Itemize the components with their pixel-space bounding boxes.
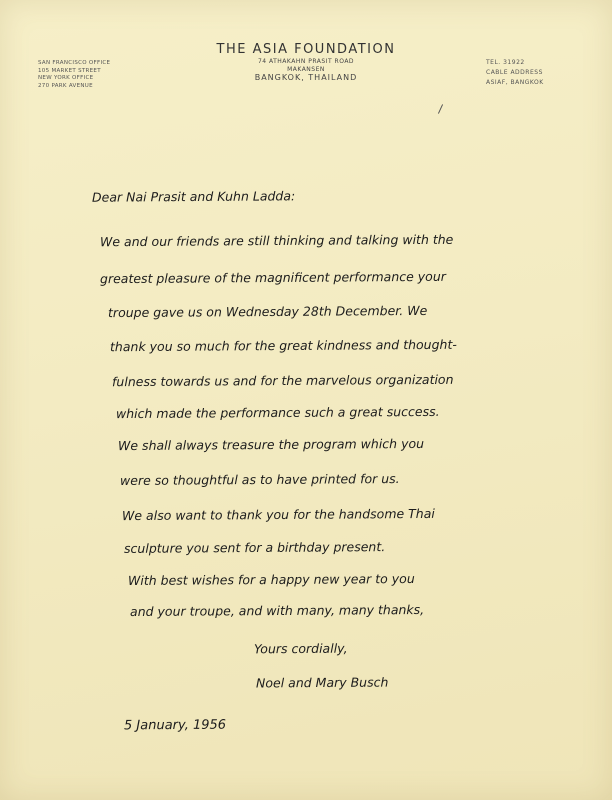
body-line: We and our friends are still thinking and talking with the — [99, 231, 454, 250]
left-address-line: NEW YORK OFFICE — [38, 75, 94, 81]
left-address-line: SAN FRANCISCO OFFICE — [38, 60, 111, 66]
organization-name: THE ASIA FOUNDATION — [216, 42, 396, 57]
body-line: With best wishes for a happy new year to you — [127, 570, 415, 589]
body-line: thank you so much for the great kindness and thought- — [109, 336, 457, 355]
letter-date: 5 January, 1956 — [123, 717, 227, 734]
center-address-line: MAKANSEN — [287, 66, 325, 73]
center-address-city: BANGKOK, THAILAND — [254, 73, 358, 82]
body-line: We shall always treasure the program which you — [117, 435, 425, 454]
left-address — [38, 60, 128, 90]
body-line: which made the performance such a great success. — [115, 403, 440, 422]
salutation: Dear Nai Prasit and Kuhn Ladda: — [91, 188, 296, 205]
body-line: sculpture you sent for a birthday present. — [123, 539, 386, 556]
right-address-line: TEL. 31922 — [486, 59, 525, 66]
right-address — [486, 58, 566, 88]
body-line: fulness towards us and for the marvelous organization — [111, 371, 454, 390]
pen-mark — [438, 104, 443, 113]
closing: Yours cordially, — [253, 640, 348, 657]
left-address-line: 105 MARKET STREET — [38, 67, 101, 74]
body-line: and your troupe, and with many, many thanks, — [129, 601, 425, 620]
body-line: We also want to thank you for the handsome Thai — [121, 505, 435, 524]
center-address-line: 74 ATHAKAHN PRASIT ROAD — [257, 58, 355, 65]
left-address-line: 270 PARK AVENUE — [38, 82, 93, 89]
body-line: were so thoughtful as to have printed for us. — [119, 471, 400, 488]
right-address-line: ASIAF, BANGKOK — [486, 79, 544, 86]
right-address-line: CABLE ADDRESS — [486, 69, 543, 76]
signature: Noel and Mary Busch — [255, 674, 389, 691]
body-line: troupe gave us on Wednesday 28th December. We — [107, 302, 428, 321]
body-line: greatest pleasure of the magnificent performance your — [99, 268, 446, 287]
